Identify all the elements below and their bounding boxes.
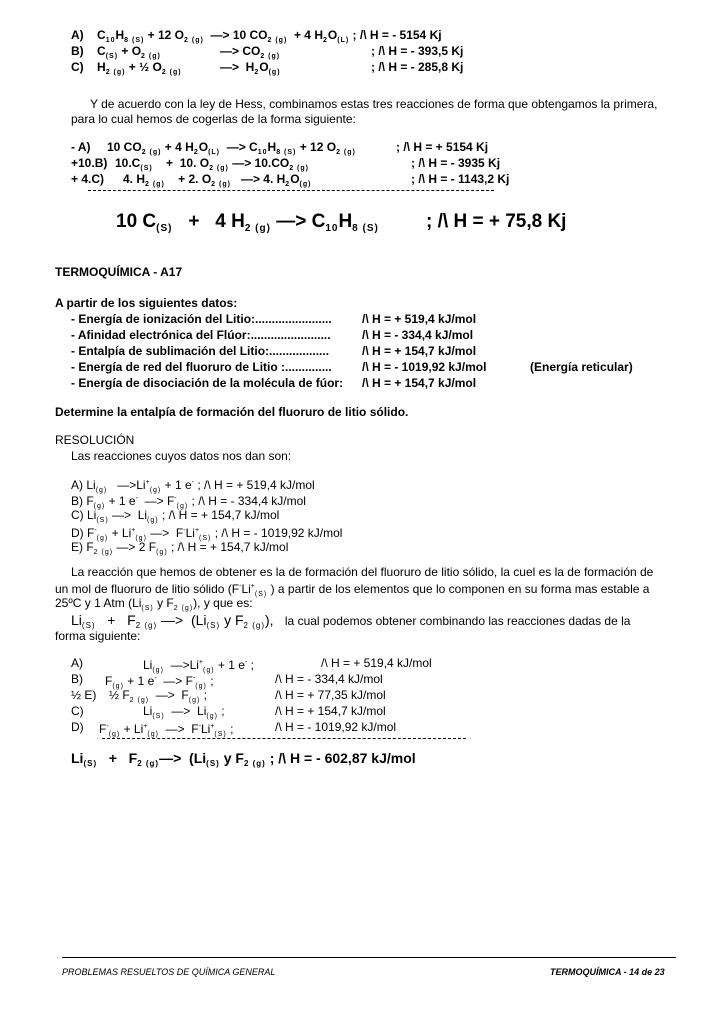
final-label-5: D) [71,720,84,734]
reaction-b-label: B) [71,44,84,58]
combo-dh-1: ; /\ H = + 5154 Kj [396,140,489,154]
combo-result-dh: ; /\ H = + 75,8 Kj [426,211,567,232]
final-result-dh: ; /\ H = - 602,87 kJ/mol [269,750,416,766]
final-dh-2: /\ H = - 334,4 kJ/mol [275,672,383,686]
footer-rule [62,957,676,958]
reaction-a-label: A) [71,28,84,42]
resolucion-intro: Las reacciones cuyos datos nos dan son: [71,449,292,463]
data-item-2-label: - Afinidad electrónica del Flúor:........................ [71,328,331,342]
reaction-b-dh: ; /\ H = - 393,5 Kj [371,44,464,58]
data-intro: A partir de los siguientes datos: [55,296,238,310]
resolucion-title: RESOLUCIÓN [55,433,135,447]
reaction-a: A) $C_{10}H_{8 (S)} + 12$ $O_{2 (g)}$ —> 10 $CO_{2 (g)} + 4$ $H_2O_{(L)}$ ; /\ H = - 5154 Kj [71,28,442,44]
footer-left: PROBLEMAS RESUELTOS DE QUÍMICA GENERAL [62,967,276,977]
combo-row-2: +10.B) $10.C_{(S)}$ + 10. $O_{2 (g)}$ —> $10.CO_{2 (g)}$ ; /\ H = - 3935 Kj [71,156,501,172]
given-a-dh: ; /\ H = + 519,4 kJ/mol [197,478,315,492]
combo-result: 10 $C_{(S)} + 4$ $H_{2 (g)}$ —> $C_{10}H_{8 (S)}$ [116,211,379,234]
para-4: $Li_{(S)} + F_{2 (g)}$ —> ($Li_{(S)}$ y $F_{2 (g)}$), la cual podemos obtener combinando las reacciones dadas de la [71,612,631,630]
combo-dh-2: ; /\ H = - 3935 Kj [411,156,501,170]
data-item-3-value: /\ H = + 154,7 kJ/mol [362,344,477,358]
given-c: C) $Li_{(S)}$ —> $Li_{(g)}$ ; /\ H = + 154,7 kJ/mol [71,508,280,524]
given-d-dh: ; /\ H = - 1019,92 kJ/mol [214,526,343,540]
final-row-5: D) $F^-_{(g)} + Li^+_{(g)}$ —> $F^-Li^+_{(S)}$ ; /\ H = - 1019,92 kJ/mol [71,720,397,738]
para-3a: 25ºC y 1 Atm (Li [55,596,142,610]
para-2a: un mol de fluoruro de litio sólido (F [55,582,240,596]
data-item-1-label: - Energía de ionización del Litio:....................... [71,312,332,326]
final-row-2: B) $F_{(g)} + 1$ e- —> $F^-_{(g)}$ ; /\ H = - 334,4 kJ/mol [71,672,383,690]
combo-label-2: +10.B) [71,156,108,170]
final-divider [102,738,466,739]
final-label-1: A) [71,656,83,670]
final-dh-5: /\ H = - 1019,92 kJ/mol [275,720,397,734]
combo-dh-3: ; /\ H = - 1143,2 Kj [411,172,510,186]
combo-divider [88,190,494,191]
given-e-dh: ; /\ H = + 154,7 kJ/mol [171,540,289,554]
combo-row-3: + 4.C) 4. $H_{2 (g)}$ + 2. $O_{2 (g)}$ —> 4. $H_2O_{(g)}$ ; /\ H = - 1143,2 Kj [71,172,510,188]
given-c-dh: ; /\ H = + 154,7 kJ/mol [161,508,280,522]
given-b: B) $F_{(g)} + 1$ e- —> $F^-_{(g)}$ ; /\ H = - 334,4 kJ/mol [71,494,306,510]
data-item-2-value: /\ H = - 334,4 kJ/mol [362,328,474,342]
reaction-c-label: C) [71,60,84,74]
para-2b: ) a partir de los elementos que lo componen en su forma mas estable a [270,582,650,596]
given-b-dh: ; /\ H = - 334,4 kJ/mol [191,494,306,508]
section-title: TERMOQUÍMICA - A17 [55,265,183,279]
given-d: D) $F^-_{(g)} + Li^+_{(g)}$ —> $F^-Li^+_{(S)}$ ; /\ H = - 1019,92 kJ/mol [71,526,343,542]
final-row-3: ½ E) ½ $F_{2 (g)}$ —> $F_{(g)}$ ; /\ H = + 77,35 kJ/mol [71,688,386,704]
final-label-3: ½ E) [71,688,97,702]
hess-text-2: para lo cual hemos de cogerlas de la forma siguiente: [71,112,356,126]
question: Determine la entalpía de formación del fluoruro de litio sólido. [55,405,409,419]
combo-label-3: + 4.C) [71,172,105,186]
hess-text-1: Y de acuerdo con la ley de Hess, combinamos estas tres reacciones de forma que obtengamos la primera, [90,97,658,111]
final-dh-4: /\ H = + 154,7 kJ/mol [275,704,386,718]
footer-right: TERMOQUÍMICA - 14 de 23 [550,967,665,977]
para-1: La reacción que hemos de obtener es la de formación del fluoruro de litio sólido, la cuel es la de formación de [71,565,654,579]
final-row-1: A) $Li_{(g)}$ $—>Li^+_{(g)} + 1$ e- ; /\ H = + 519,4 kJ/mol [71,656,432,674]
para-2: un mol de fluoruro de litio sólido ($F^-Li^+_{(S)}$ ) a partir de los elementos que lo componen en su forma mas estable a [55,582,650,598]
combo-row-1: - A) 10 $CO_{2 (g)} + 4$ $H_2O_{(L)}$ —> $C_{10}H_{8 (S)} + 12$ $O_{2 (g)}$ ; /\ H = + 5154 Kj [71,140,489,156]
given-e: E) $F_{2 (g)}$ —> 2 $F_{(g)}$ ; /\ H = + 154,7 kJ/mol [71,540,289,556]
para-3: 25ºC y 1 Atm ($Li_{(S)}$ y $F_{2 (g)}$), y que es: [55,596,253,612]
final-row-4: C) $Li_{(S)}$ —> $Li_{(g)}$ ; /\ H = + 154,7 kJ/mol [71,704,386,720]
data-item-1-value: /\ H = + 519,4 kJ/mol [362,312,477,326]
final-result: $Li_{(S)}$ + $F_{2 (g)}—> (Li_{(S)}$ y $F_{2 (g)}$ ; /\ H = - 602,87 kJ/mol [71,750,416,768]
para-3b: ), y que es: [193,596,253,610]
data-item-5-label: - Energía de disociación de la molécula de fúor: [71,376,344,390]
given-a: A) $Li_{(g)}$ $—>Li^+_{(g)} + 1$ e- ; /\ H = + 519,4 kJ/mol [71,478,315,494]
final-dh-1: /\ H = + 519,4 kJ/mol [321,656,432,670]
data-item-4-note: (Energía reticular) [530,360,633,374]
data-item-4-value: /\ H = - 1019,92 kJ/mol [362,360,487,374]
data-item-5-value: /\ H = + 154,7 kJ/mol [362,376,477,390]
reaction-c: C) $H_{2 (g)}$ + ½ $O_{2 (g)}$ —> $H_2O_{(g)}$ ; /\ H = - 285,8 Kj [71,60,464,76]
reaction-b: B) $C_{(S)} + O_{2 (g)}$ —> $CO_{2 (g)}$ ; /\ H = - 393,5 Kj [71,44,464,60]
para-4-tail: la cual podemos obtener combinando las reacciones dadas de la [284,614,631,628]
final-dh-3: /\ H = + 77,35 kJ/mol [275,688,386,702]
combo-label-1: - A) [71,140,91,154]
reaction-c-dh: ; /\ H = - 285,8 Kj [371,60,464,74]
final-label-4: C) [71,704,84,718]
final-label-2: B) [71,672,83,686]
data-item-4-label: - Energía de red del fluoruro de Litio :.............. [71,360,332,374]
para-5: forma siguiente: [55,629,141,643]
reaction-a-dh: ; /\ H = - 5154 Kj [352,28,442,42]
data-item-3-label: - Entalpía de sublimación del Litio:.................. [71,344,330,358]
